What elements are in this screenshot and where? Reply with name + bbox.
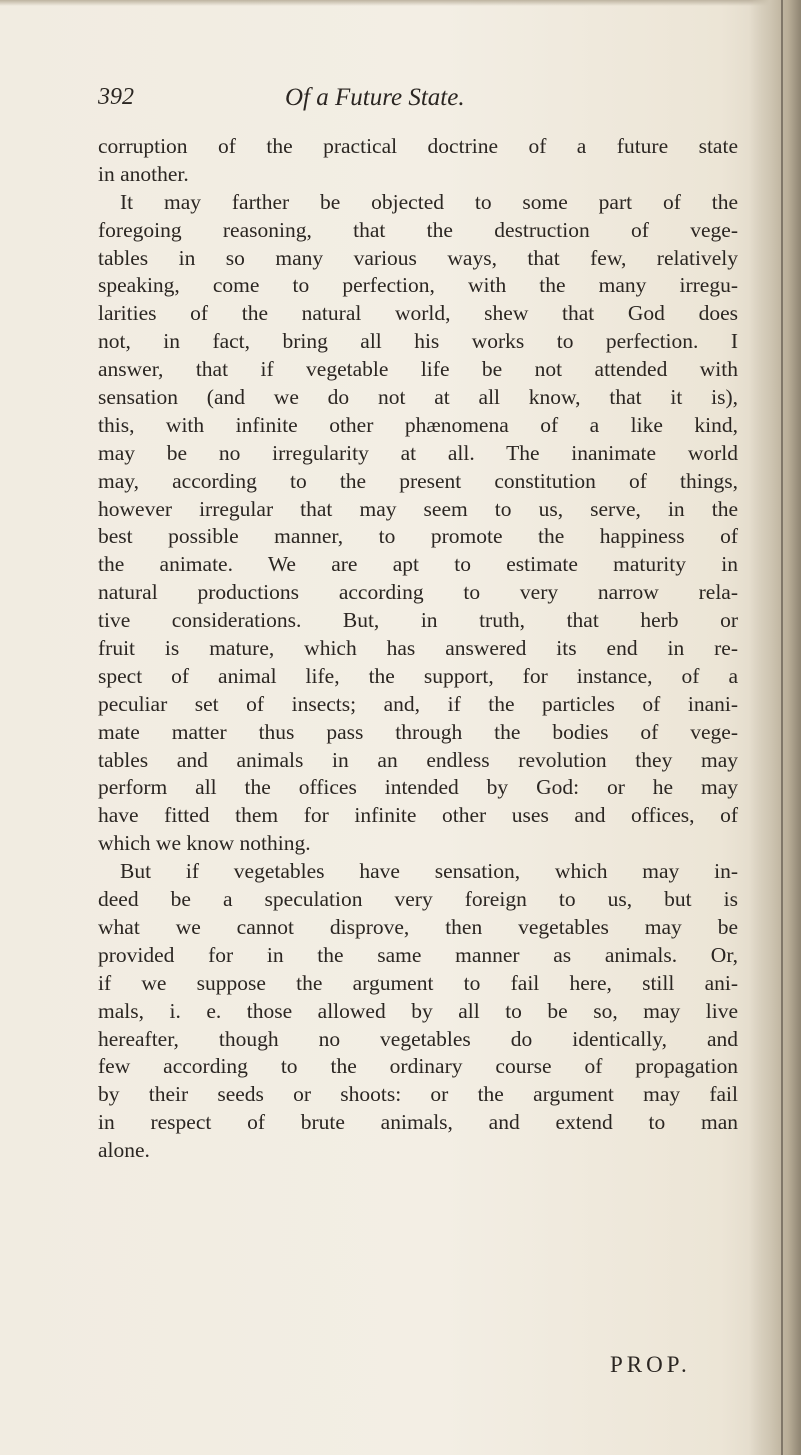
text-line: tables and animals in an endless revolution they may xyxy=(98,747,738,772)
text-line: mals, i. e. those allowed by all to be so, may live xyxy=(98,998,738,1023)
text-line: peculiar set of insects; and, if the particles of inani- xyxy=(98,691,738,716)
text-line: tables in so many various ways, that few, relatively xyxy=(98,245,738,270)
text-line: But if vegetables have sensation, which may in- xyxy=(120,859,738,884)
binding-edge-line xyxy=(781,0,783,1455)
text-line: which we know nothing. xyxy=(98,831,311,856)
text-line: have fitted them for infinite other uses and offices, of xyxy=(98,803,738,828)
catchword: PROP. xyxy=(610,1352,691,1377)
text-line: this, with infinite other phænomena of a like kind, xyxy=(98,412,738,437)
text-line: in another. xyxy=(98,161,189,186)
text-line: by their seeds or shoots: or the argument may fail xyxy=(98,1082,738,1107)
text-line: however irregular that may seem to us, serve, in the xyxy=(98,496,738,521)
text-line: few according to the ordinary course of propagation xyxy=(98,1054,738,1079)
text-line: hereafter, though no vegetables do identically, and xyxy=(98,1026,738,1051)
text-line: the animate. We are apt to estimate maturity in xyxy=(98,552,738,577)
text-line: speaking, come to perfection, with the many irregu- xyxy=(98,273,738,298)
running-title: Of a Future State. xyxy=(285,84,465,111)
text-line: provided for in the same manner as animals. Or, xyxy=(98,942,738,967)
text-line: deed be a speculation very foreign to us, but is xyxy=(98,887,738,912)
text-line: perform all the offices intended by God: or he may xyxy=(98,775,738,800)
text-line: alone. xyxy=(98,1138,150,1163)
text-line: larities of the natural world, shew that God does xyxy=(98,301,738,326)
text-line: sensation (and we do not at all know, that it is), xyxy=(98,385,738,410)
text-line: fruit is mature, which has answered its end in re- xyxy=(98,636,738,661)
text-line: may be no irregularity at all. The inanimate world xyxy=(98,440,738,465)
text-line: It may farther be objected to some part of the xyxy=(120,189,738,214)
text-line: may, according to the present constitution of things, xyxy=(98,468,738,493)
text-line: natural productions according to very narrow rela- xyxy=(98,580,738,605)
text-line: not, in fact, bring all his works to perfection. I xyxy=(98,329,738,354)
running-header xyxy=(98,84,718,120)
text-line: foregoing reasoning, that the destruction of vege- xyxy=(98,217,738,242)
text-line: what we cannot disprove, then vegetables may be xyxy=(98,914,738,939)
page-gutter-shadow xyxy=(749,0,801,1455)
body-text xyxy=(98,133,738,1165)
text-line: tive considerations. But, in truth, that herb or xyxy=(98,608,738,633)
text-line: spect of animal life, the support, for instance, of a xyxy=(98,663,738,688)
text-line: if we suppose the argument to fail here, still ani- xyxy=(98,970,738,995)
text-line: mate matter thus pass through the bodies of vege- xyxy=(98,719,738,744)
text-line: answer, that if vegetable life be not attended with xyxy=(98,357,738,382)
text-line: corruption of the practical doctrine of a future state xyxy=(98,134,738,158)
text-line: in respect of brute animals, and extend to man xyxy=(98,1110,738,1135)
page-number: 392 xyxy=(98,84,134,110)
page-top-edge xyxy=(0,0,801,6)
text-line: best possible manner, to promote the happiness of xyxy=(98,524,738,549)
